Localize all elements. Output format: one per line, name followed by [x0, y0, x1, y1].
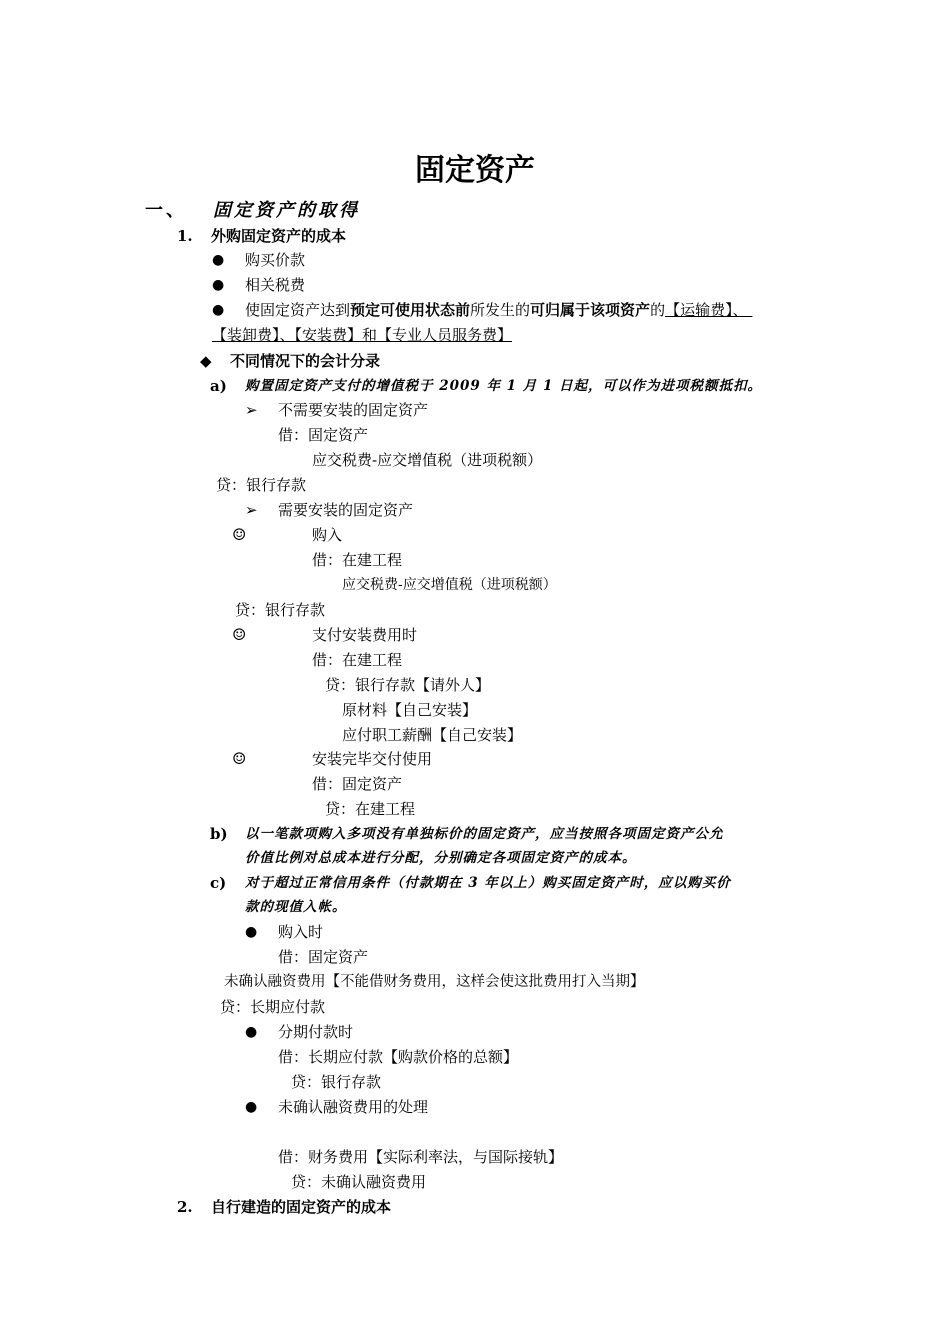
subsection-title: 不同情况下的会计分录	[230, 352, 381, 370]
entry-line: 借：财务费用【实际利率法，与国际接轨】	[278, 1148, 564, 1166]
text-run-underlined: 【运输费】、	[665, 301, 748, 319]
arrow-bullet-icon: ➢	[245, 501, 258, 519]
text-run-bold: 可归属于该项资产	[530, 301, 651, 319]
text-run: 使固定资产达到	[245, 301, 351, 319]
entry-line: 借：在建工程	[312, 551, 403, 569]
entry-line: 贷：长期应付款	[220, 998, 326, 1016]
smiley-bullet-icon: ☺	[232, 525, 247, 544]
entry-line: 贷：未确认融资费用	[291, 1173, 427, 1191]
page-title: 固定资产	[415, 153, 535, 188]
item-number: 2.	[177, 1198, 193, 1216]
entry-line: 应付职工薪酬【自己安装】	[342, 726, 523, 744]
list-text-b: 以一笔款项购入多项没有单独标价的固定资产，应当按照各项固定资产公允	[245, 826, 724, 842]
text-run: 所发生的	[470, 301, 531, 319]
bullet-dot-icon: ●	[212, 277, 225, 293]
item-title: 自行建造的固定资产的成本	[211, 1198, 392, 1216]
entry-line: 应交税费-应交增值税（进项税额）	[312, 451, 543, 469]
step-title: 购入时	[278, 923, 324, 941]
entry-line: 贷：在建工程	[325, 800, 416, 818]
step-title: 分期付款时	[278, 1023, 354, 1041]
entry-line: 借：在建工程	[312, 651, 403, 669]
entry-line: 贷：银行存款	[291, 1073, 382, 1091]
entry-line: 借：长期应付款【购款价格的总额】	[278, 1048, 519, 1066]
item-title: 外购固定资产的成本	[211, 227, 347, 245]
step-title: 支付安装费用时	[312, 626, 418, 644]
bullet-text: 相关税费	[245, 276, 306, 294]
entry-line: 贷：银行存款	[216, 476, 307, 494]
subitem-title: 不需要安装的固定资产	[278, 401, 429, 419]
entry-line: 贷：银行存款【请外人】	[325, 676, 491, 694]
underline-tail	[748, 300, 756, 320]
list-text-b: 价值比例对总成本进行分配，分别确定各项固定资产的成本。	[245, 850, 637, 866]
bullet-text-multi	[245, 300, 756, 320]
bullet-dot-icon: ●	[212, 302, 225, 318]
bullet-dot-icon: ●	[245, 1024, 258, 1040]
list-text-c: 对于超过正常信用条件（付款期在 3 年以上）购买固定资产时，应以购买价	[245, 875, 731, 891]
text-run-bold: 预定可使用状态前	[350, 301, 471, 319]
step-title: 未确认融资费用的处理	[278, 1098, 429, 1116]
diamond-bullet-icon: ◆	[200, 352, 212, 370]
section-title: 固定资产的取得	[213, 200, 360, 221]
section-number: 一、	[145, 200, 187, 221]
list-text-c: 款的现值入帐。	[245, 899, 347, 915]
smiley-bullet-icon: ☺	[232, 749, 247, 768]
list-label-a: a)	[210, 377, 227, 395]
subitem-title: 需要安装的固定资产	[278, 501, 414, 519]
arrow-bullet-icon: ➢	[245, 401, 258, 419]
bullet-text-continuation: 【装卸费】、【安装费】和【专业人员服务费】	[212, 326, 513, 344]
bullet-dot-icon: ●	[212, 252, 225, 268]
entry-line: 借：固定资产	[312, 775, 403, 793]
list-text-a: 购置固定资产支付的增值税于 2009 年 1 月 1 日起，可以作为进项税额抵扣。	[245, 378, 763, 394]
list-label-c: c)	[210, 874, 227, 892]
entry-line: 贷：银行存款	[235, 601, 326, 619]
bullet-dot-icon: ●	[245, 924, 258, 940]
entry-line: 借：固定资产	[278, 948, 369, 966]
entry-line: 未确认融资费用【不能借财务费用，这样会使这批费用打入当期】	[224, 974, 645, 990]
bullet-text: 购买价款	[245, 251, 306, 269]
step-title: 安装完毕交付使用	[312, 750, 433, 768]
step-title: 购入	[312, 526, 343, 544]
entry-line: 借：固定资产	[278, 426, 369, 444]
list-label-b: b)	[210, 825, 228, 843]
bullet-dot-icon: ●	[245, 1099, 258, 1115]
entry-line: 应交税费-应交增值税（进项税额）	[342, 577, 557, 593]
text-run: 的	[650, 301, 666, 319]
item-number: 1.	[177, 227, 193, 245]
entry-line: 原材料【自己安装】	[342, 701, 478, 719]
smiley-bullet-icon: ☺	[232, 625, 247, 644]
